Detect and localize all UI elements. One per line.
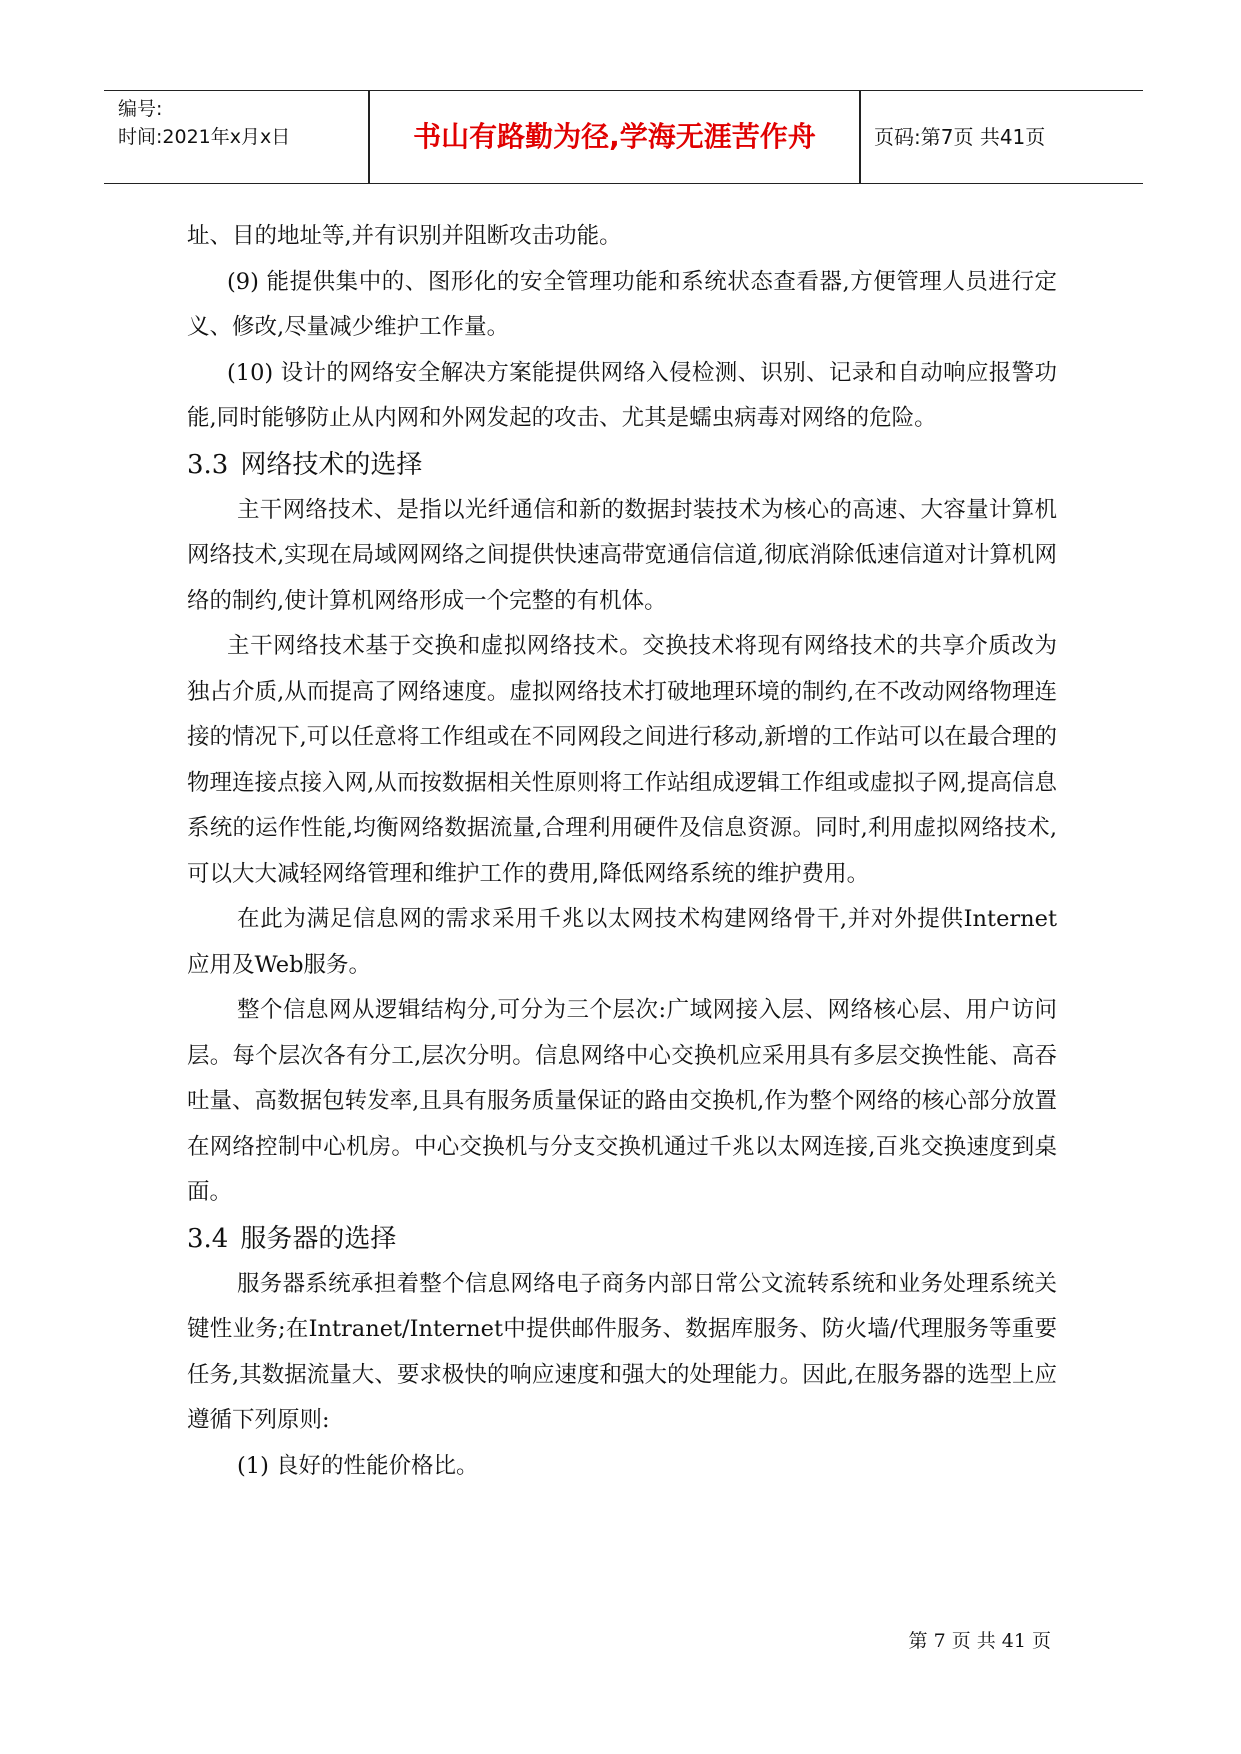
paragraph: (10) 设计的网络安全解决方案能提供网络入侵检测、识别、记录和自动响应报警功能,同时能够防止从内网和外网发起的攻击、尤其是蠕虫病毒对网络的危险。 (187, 359, 1057, 431)
section-number: 3.3 (187, 449, 229, 480)
page-header (104, 90, 1143, 184)
paragraph: 在此为满足信息网的需求采用千兆以太网技术构建网络骨干,并对外提供Internet应用及Web服务。 (187, 906, 1057, 978)
section-heading-3-3 (187, 442, 1057, 488)
paragraph: (1) 良好的性能价格比。 (237, 1452, 479, 1479)
paragraph: 址、目的地址等,并有识别并阻断攻击功能。 (187, 223, 622, 249)
paragraph: (9) 能提供集中的、图形化的安全管理功能和系统状态查看器,方便管理人员进行定义、修改,尽量减少维护工作量。 (187, 268, 1057, 340)
section-title: 服务器的选择 (240, 1223, 397, 1254)
document-body (187, 214, 1057, 1489)
paragraph: 整个信息网从逻辑结构分,可分为三个层次:广域网接入层、网络核心层、用户访问层。每个层次各有分工,层次分明。信息网络中心交换机应采用具有多层交换性能、高吞吐量、高数据包转发率,且具有服务质量保证的路由交换机,作为整个网络的核心部分放置在网络控制中心机房。中心交换机与分支交换机通过千兆以太网连接,百兆交换速度到桌面。 (187, 997, 1057, 1205)
document-time-label: 时间:2021年x月x日 (118, 126, 291, 148)
paragraph: 服务器系统承担着整个信息网络电子商务内部日常公文流转系统和业务处理系统关键性业务;在Intranet/Internet中提供邮件服务、数据库服务、防火墙/代理服务等重要任务,其数据流量大、要求极快的响应速度和强大的处理能力。因此,在服务器的选型上应遵循下列原则: (187, 1270, 1057, 1433)
section-title: 网络技术的选择 (240, 449, 423, 480)
section-number: 3.4 (187, 1223, 229, 1254)
section-heading-3-4 (187, 1216, 1057, 1262)
page-footer: 第 7 页 共 41 页 (908, 1630, 1051, 1652)
header-motto: 书山有路勤为径,学海无涯苦作舟 (413, 120, 816, 153)
header-divider (859, 91, 861, 183)
paragraph: 主干网络技术、是指以光纤通信和新的数据封装技术为核心的高速、大容量计算机网络技术,实现在局域网网络之间提供快速高带宽通信信道,彻底消除低速信道对计算机网络的制约,使计算机网络形成一个完整的有机体。 (187, 496, 1057, 614)
header-meta (118, 95, 290, 151)
header-page-number: 页码:第7页 共41页 (874, 125, 1046, 149)
document-number-label: 编号: (118, 98, 163, 120)
paragraph: 主干网络技术基于交换和虚拟网络技术。交换技术将现有网络技术的共享介质改为独占介质,从而提高了网络速度。虚拟网络技术打破地理环境的制约,在不改动网络物理连接的情况下,可以任意将工作组或在不同网段之间进行移动,新增的工作站可以在最合理的物理连接点接入网,从而按数据相关性原则将工作站组成逻辑工作组或虚拟子网,提高信息系统的运作性能,均衡网络数据流量,合理利用硬件及信息资源。同时,利用虚拟网络技术,可以大大减轻网络管理和维护工作的费用,降低网络系统的维护费用。 (187, 633, 1057, 887)
